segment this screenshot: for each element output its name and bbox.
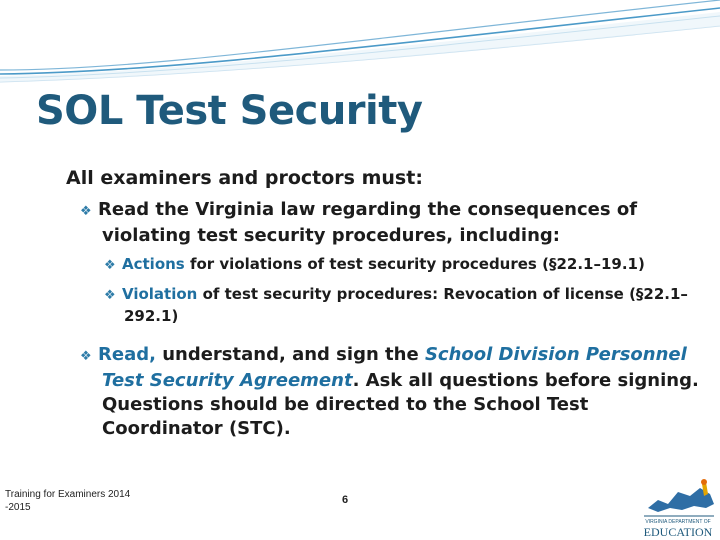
diamond-bullet-icon: ❖ xyxy=(104,258,116,273)
page-number: 6 xyxy=(342,494,349,506)
bullet-sign-agreement xyxy=(74,343,706,441)
sub-bullet-actions xyxy=(74,254,706,276)
sign-tail-text: . Ask all questions before signing. Questions should be directed to the School Test Coordinator (STC). xyxy=(102,370,699,439)
diamond-bullet-icon: ❖ xyxy=(80,349,92,364)
slide-body xyxy=(66,166,706,441)
actions-highlight: Actions xyxy=(122,255,185,273)
diamond-bullet-icon: ❖ xyxy=(104,288,116,303)
violation-text: of test security procedures: Revocation of license (§22.1–292.1) xyxy=(124,285,688,325)
diamond-bullet-icon: ❖ xyxy=(80,204,92,219)
sign-mid-text: understand, and sign the xyxy=(155,344,425,365)
vdoe-logo xyxy=(638,478,718,540)
violation-highlight: Violation xyxy=(122,285,198,303)
slide-title: SOL Test Security xyxy=(36,88,423,134)
lead-text: All examiners and proctors must: xyxy=(66,167,423,189)
logo-main-text: EDUCATION xyxy=(643,525,713,539)
footer-line-1: Training for Examiners 2014 xyxy=(5,489,131,500)
bullet-read-law-text: Read the Virginia law regarding the consequences of violating test security procedures, including: xyxy=(98,199,638,246)
sub-bullet-violation xyxy=(74,284,706,327)
logo-top-text: VIRGINIA DEPARTMENT OF xyxy=(645,519,711,525)
actions-text: for violations of test security procedures (§22.1–19.1) xyxy=(184,255,645,273)
footer-training-label xyxy=(5,488,130,514)
read-highlight: Read, xyxy=(98,344,156,365)
bullet-read-law xyxy=(74,198,706,248)
footer-line-2: -2015 xyxy=(5,502,31,513)
agreement-title: School Division Personnel Test Security Agreement xyxy=(102,344,687,391)
header-swoosh-decoration xyxy=(0,0,720,90)
